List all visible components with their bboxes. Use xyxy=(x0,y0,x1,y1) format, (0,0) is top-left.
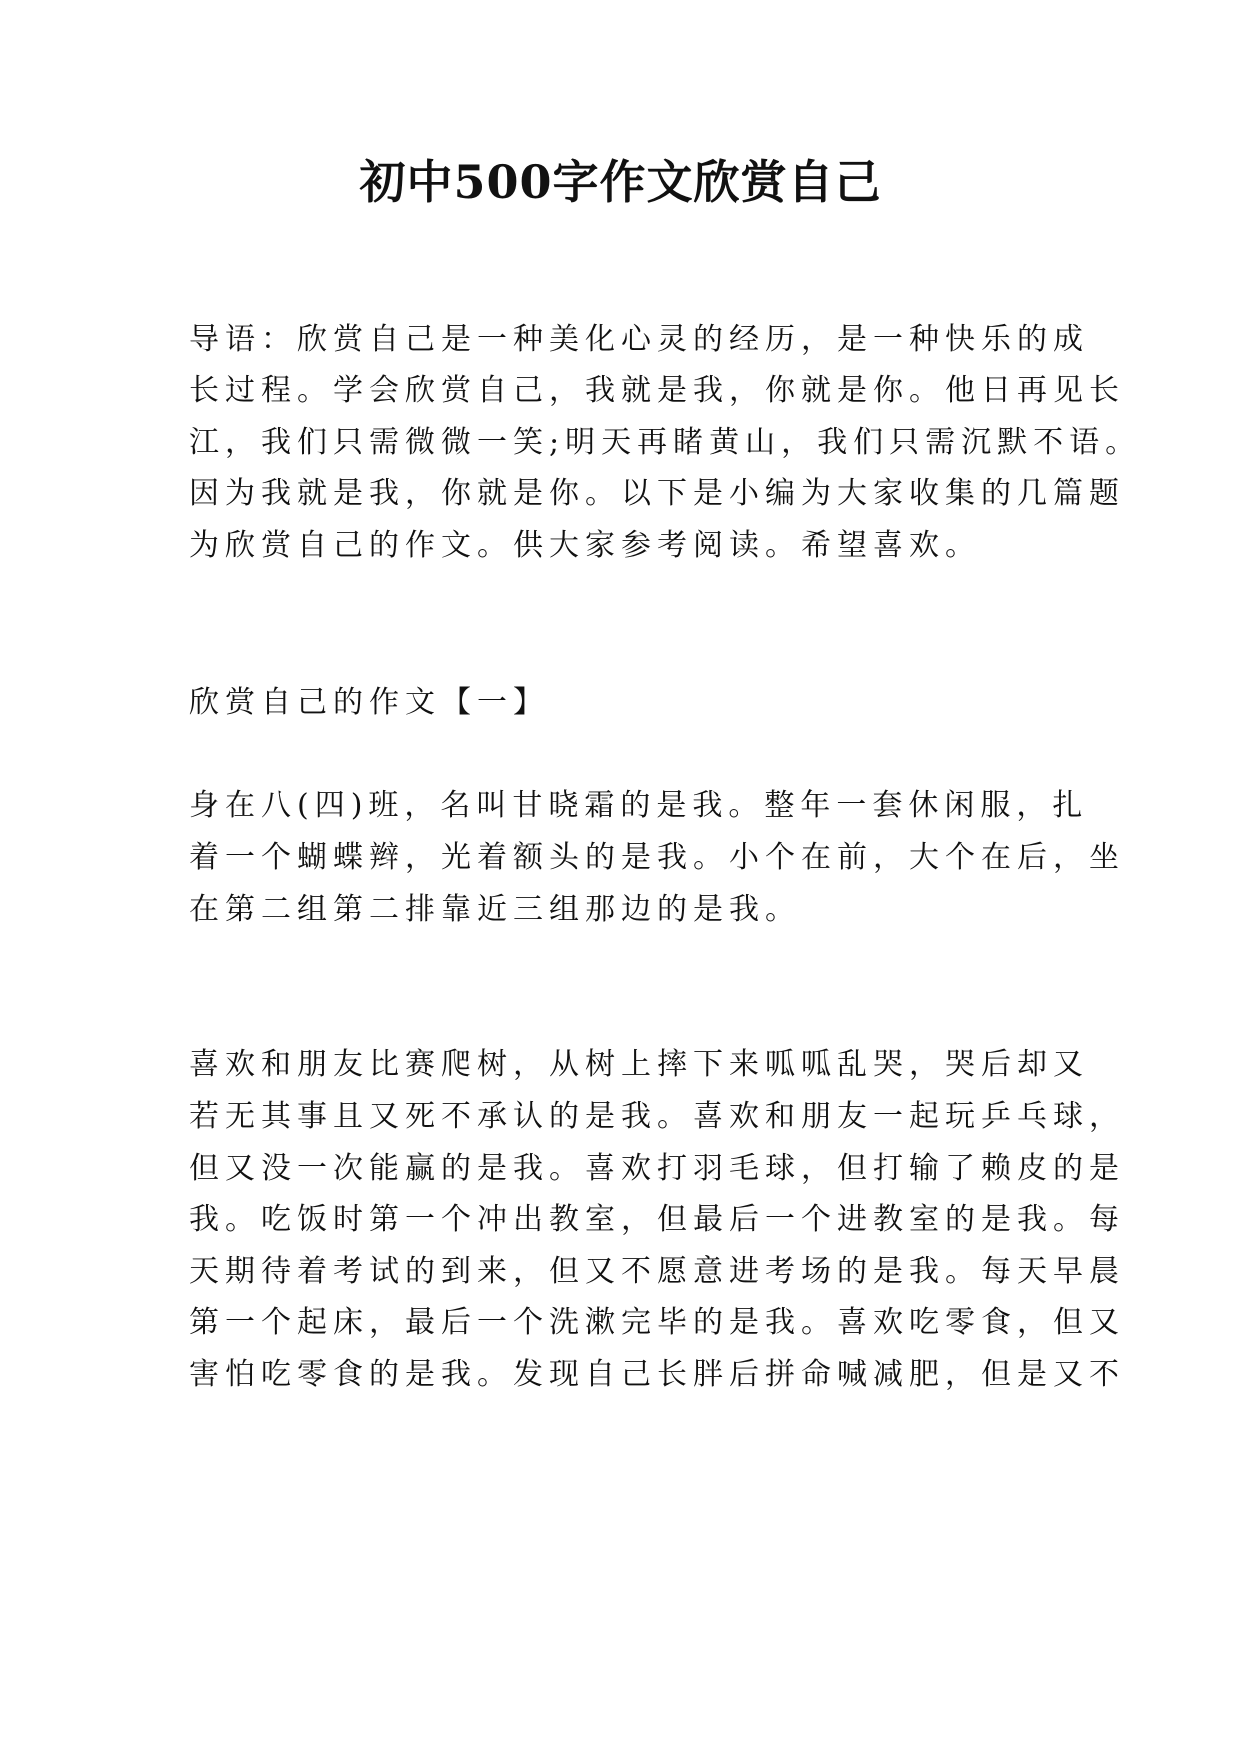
intro-line: 长过程。学会欣赏自己，我就是我，你就是你。他日再见长 xyxy=(189,373,1125,408)
paragraph-line: 若无其事且又死不承认的是我。喜欢和朋友一起玩乒乓球， xyxy=(189,1099,1125,1134)
intro-line: 因为我就是我，你就是你。以下是小编为大家收集的几篇题 xyxy=(189,476,1125,511)
paragraph-line: 第一个起床，最后一个洗漱完毕的是我。喜欢吃零食，但又 xyxy=(189,1305,1125,1340)
paragraph-line: 着一个蝴蝶辫，光着额头的是我。小个在前，大个在后，坐 xyxy=(189,840,1125,875)
paragraph-line: 喜欢和朋友比赛爬树，从树上摔下来呱呱乱哭，哭后却又 xyxy=(189,1047,1089,1082)
paragraph-line: 害怕吃零食的是我。发现自己长胖后拼命喊减肥，但是又不 xyxy=(189,1357,1125,1392)
section-heading: 欣赏自己的作文【一】 xyxy=(189,685,549,720)
paragraph-line: 身在八(四)班，名叫甘晓霜的是我。整年一套休闲服，扎 xyxy=(189,788,1089,823)
paragraph-line: 我。吃饭时第一个冲出教室，但最后一个进教室的是我。每 xyxy=(189,1202,1125,1237)
intro-line: 为欣赏自己的作文。供大家参考阅读。希望喜欢。 xyxy=(189,528,981,563)
page-title: 初中500字作文欣赏自己 xyxy=(359,155,882,209)
paragraph-line: 但又没一次能赢的是我。喜欢打羽毛球，但打输了赖皮的是 xyxy=(189,1151,1125,1186)
paragraph-line: 在第二组第二排靠近三组那边的是我。 xyxy=(189,892,801,927)
intro-line: 江，我们只需微微一笑;明天再睹黄山，我们只需沉默不语。 xyxy=(189,425,1142,460)
intro-line: 导语：欣赏自己是一种美化心灵的经历，是一种快乐的成 xyxy=(189,322,1089,357)
paragraph-line: 天期待着考试的到来，但又不愿意进考场的是我。每天早晨 xyxy=(189,1254,1125,1289)
